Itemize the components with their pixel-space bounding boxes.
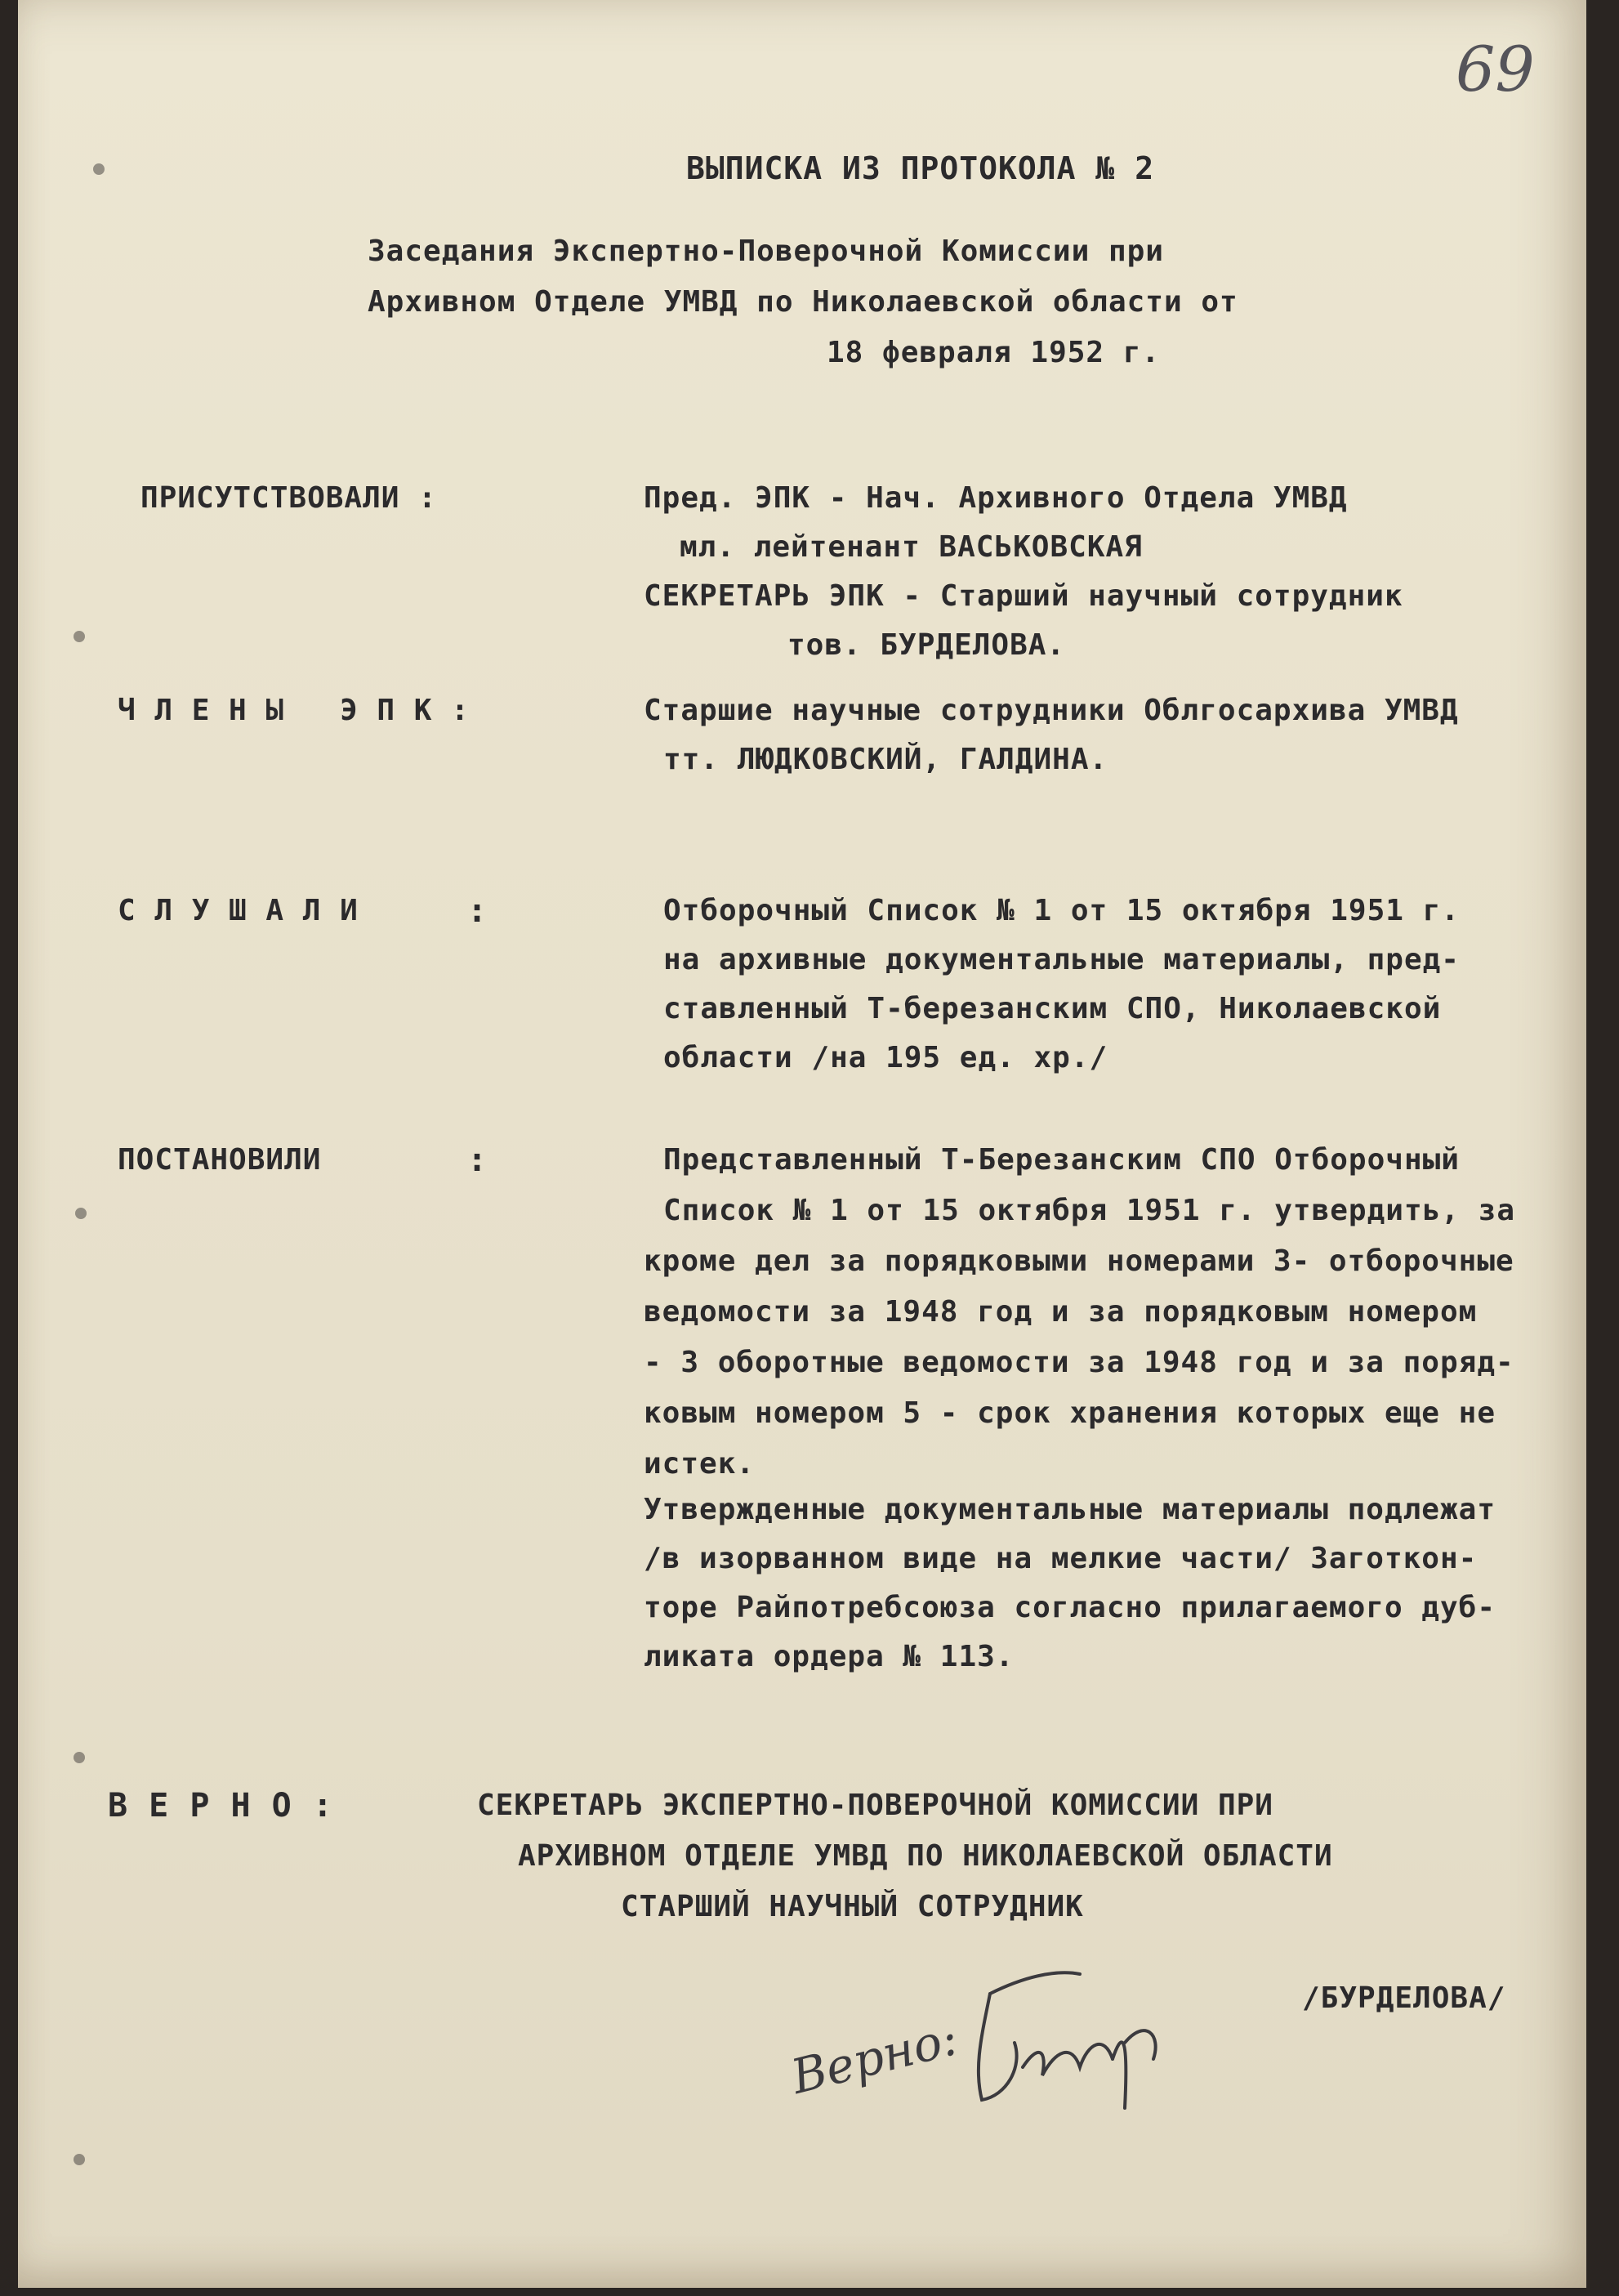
heard-line: Отборочный Список № 1 от 15 октября 1951 г. bbox=[663, 894, 1460, 927]
heard-line: на архивные документальные материалы, пред- bbox=[663, 943, 1460, 976]
resolved-line: Список № 1 от 15 октября 1951 г. утвердить, за bbox=[663, 1194, 1515, 1227]
heard-colon: : bbox=[467, 892, 488, 930]
resolved-line: /в изорванном виде на мелкие части/ Заготкон- bbox=[644, 1542, 1478, 1575]
heard-line: ставленный Т-березанским СПО, Николаевской bbox=[663, 992, 1442, 1025]
resolved-line: истек. bbox=[644, 1447, 756, 1481]
subtitle-line-3: 18 февраля 1952 г. bbox=[827, 336, 1161, 369]
resolved-line: кроме дел за порядковыми номерами 3- отборочные bbox=[644, 1244, 1514, 1278]
resolved-line: торе Райпотребсоюза согласно прилагаемого дуб- bbox=[644, 1591, 1496, 1624]
binder-hole bbox=[75, 1208, 87, 1219]
subtitle-line-2: Архивном Отделе УМВД по Николаевской области от bbox=[368, 285, 1238, 319]
binder-hole bbox=[93, 163, 105, 175]
binder-hole bbox=[74, 1752, 85, 1763]
binder-hole bbox=[74, 631, 85, 642]
resolved-colon: : bbox=[467, 1141, 488, 1179]
resolved-line: ликата ордера № 113. bbox=[644, 1640, 1015, 1673]
heard-label: С Л У Ш А Л И bbox=[118, 894, 359, 927]
verified-line: СЕКРЕТАРЬ ЭКСПЕРТНО-ПОВЕРОЧНОЙ КОМИССИИ ПРИ bbox=[477, 1789, 1273, 1822]
resolved-line: ковым номером 5 - срок хранения которых еще не bbox=[644, 1396, 1496, 1430]
page-number: 69 bbox=[1456, 33, 1535, 105]
verified-label: В Е Р Н О : bbox=[108, 1787, 333, 1825]
signature-name: /БУРДЕЛОВА/ bbox=[1302, 1981, 1506, 2015]
subtitle-line-1: Заседания Экспертно-Поверочной Комиссии при bbox=[368, 235, 1164, 268]
resolved-line: Представленный Т-Березанским СПО Отборочный bbox=[663, 1143, 1460, 1177]
resolved-line: - 3 оборотные ведомости за 1948 год и за поряд- bbox=[644, 1346, 1514, 1379]
present-label: ПРИСУТСТВОВАЛИ : bbox=[140, 481, 437, 515]
handwritten-verified-note: Верно: bbox=[786, 2009, 964, 2105]
members-line: Старшие научные сотрудники Облгосархива УМВД bbox=[644, 694, 1459, 727]
document-page bbox=[18, 0, 1586, 2288]
resolved-line: Утвержденные документальные материалы подлежат bbox=[644, 1493, 1496, 1526]
present-line: Пред. ЭПК - Нач. Архивного Отдела УМВД bbox=[644, 481, 1348, 515]
verified-line: АРХИВНОМ ОТДЕЛЕ УМВД ПО НИКОЛАЕВСКОЙ ОБЛАСТИ bbox=[518, 1839, 1333, 1873]
members-label: Ч Л Е Н Ы Э П К : bbox=[118, 694, 470, 727]
members-line: тт. ЛЮДКОВСКИЙ, ГАЛДИНА. bbox=[663, 743, 1108, 776]
resolved-label: ПОСТАНОВИЛИ bbox=[118, 1143, 322, 1177]
heard-line: области /на 195 ед. хр./ bbox=[663, 1041, 1108, 1074]
present-line: тов. БУРДЕЛОВА. bbox=[787, 628, 1066, 662]
document-title: ВЫПИСКА ИЗ ПРОТОКОЛА № 2 bbox=[686, 150, 1155, 186]
handwritten-signature bbox=[957, 1945, 1178, 2133]
present-line: мл. лейтенант ВАСЬКОВСКАЯ bbox=[680, 530, 1143, 564]
binder-hole bbox=[74, 2154, 85, 2165]
verified-line: СТАРШИЙ НАУЧНЫЙ СОТРУДНИК bbox=[621, 1890, 1084, 1923]
resolved-line: ведомости за 1948 год и за порядковым номером bbox=[644, 1295, 1478, 1329]
present-line: СЕКРЕТАРЬ ЭПК - Старший научный сотрудник bbox=[644, 579, 1403, 613]
